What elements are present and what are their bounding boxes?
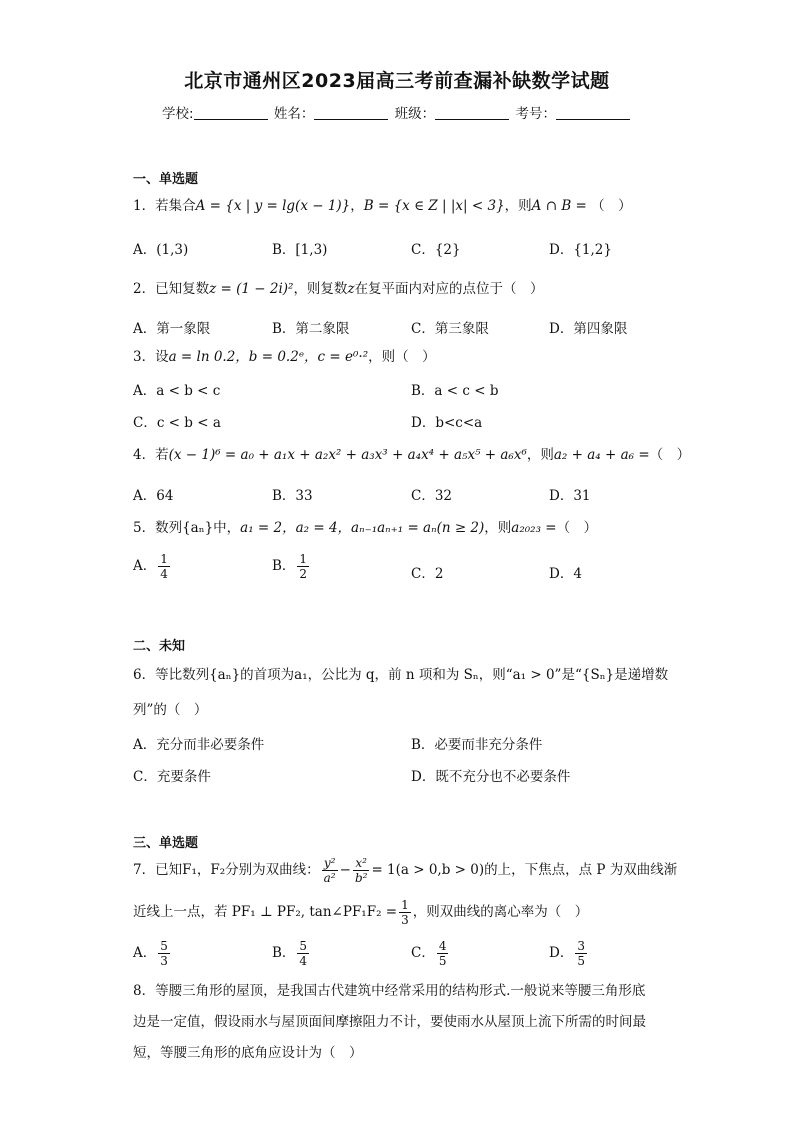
q7-c-fraction: [437, 939, 449, 968]
q7-frac3-den: 3: [401, 913, 409, 927]
question-7-line-2: [133, 898, 653, 927]
q7-frac-1: [322, 856, 338, 885]
q1-text-b: ，则: [504, 198, 532, 214]
q4-text-c: （ ）: [649, 447, 691, 463]
q5-expr2: a₂₀₂₃ =: [511, 520, 557, 536]
question-6-line-2: 列”的（ ）: [133, 702, 208, 718]
q4-expr: (x − 1)⁶ = a₀ + a₁x + a₂x² + a₃x³ + a₄x⁴ + a₅x⁵ + a₆x⁶: [168, 447, 527, 463]
q1-option-a[interactable]: A．(1,3): [133, 242, 189, 258]
q7-a-fraction: [158, 939, 170, 968]
q5-text-b: ，则: [484, 520, 512, 536]
q1-sep: ，: [350, 198, 364, 214]
q3-text: 3．设: [133, 349, 169, 365]
student-info-line: [0, 102, 794, 122]
q7-option-c[interactable]: [411, 939, 450, 968]
q2-text-b: ，则复数: [293, 281, 348, 297]
q7-a-num: 5: [160, 939, 168, 953]
q2-expr: z = (1 − 2i)²: [209, 281, 294, 297]
q2-option-a[interactable]: A．第一象限: [133, 321, 211, 337]
q7-option-a[interactable]: [133, 939, 172, 968]
q5-option-b[interactable]: [272, 552, 311, 581]
name-blank: [314, 106, 388, 120]
class-blank: [435, 106, 509, 120]
q5-text: 5．数列{aₙ}中，: [133, 520, 241, 536]
q7-frac2-den: b²: [354, 871, 368, 885]
section-heading-1: 一、单选题: [133, 172, 199, 187]
q7-d-prefix: D．: [549, 945, 574, 961]
q2-option-d[interactable]: D．第四象限: [549, 321, 628, 337]
question-4: [133, 446, 691, 464]
q2-text: 2．已知复数: [133, 281, 210, 297]
q5-b-fraction: [297, 552, 309, 581]
question-3: [133, 348, 653, 366]
question-8-line-2: 边是一定值，假设雨水与屋顶面间摩擦阻力不计，要使雨水从屋顶上流下所需的时间最: [133, 1014, 646, 1030]
q5-b-den: 2: [299, 567, 308, 581]
q3-text-b: ，则（ ）: [368, 349, 436, 365]
q7-frac-2: [353, 856, 370, 885]
q5-a-prefix: A．: [133, 558, 157, 574]
class-label: 班级：: [394, 106, 436, 122]
q3-option-c[interactable]: C．c < b < a: [133, 415, 221, 431]
q7-c-prefix: C．: [411, 945, 435, 961]
q7-option-b[interactable]: [272, 939, 311, 968]
q3-expr: a = ln 0.2，b = 0.2ᵉ，c = e⁰·²: [168, 349, 369, 365]
q5-b-num: 1: [299, 552, 308, 566]
q1-text: 1．若集合: [133, 198, 196, 214]
q7-b-prefix: B．: [272, 945, 296, 961]
q4-option-a[interactable]: A．64: [133, 488, 174, 504]
question-1: [133, 197, 653, 215]
q1-option-d[interactable]: D．{1,2}: [549, 242, 612, 258]
q7-frac1-den: a²: [323, 871, 336, 885]
q7-d-den: 5: [577, 954, 585, 968]
q1-option-b[interactable]: B．[1,3): [272, 242, 328, 258]
q4-text-b: ，则: [526, 447, 554, 463]
school-blank: [194, 106, 268, 120]
q5-a-den: 4: [160, 567, 168, 581]
q4-option-b[interactable]: B．33: [272, 488, 313, 504]
question-8-line-1: 8．等腰三角形的屋顶，是我国古代建筑中经常采用的结构形式.一般说来等腰三角形底: [133, 983, 646, 999]
q7-a-den: 3: [160, 954, 168, 968]
q4-option-c[interactable]: C．32: [411, 488, 453, 504]
q6-option-b[interactable]: B．必要而非充分条件: [411, 737, 543, 753]
q7-b-fraction: [297, 939, 309, 968]
q7-c-num: 4: [438, 939, 447, 953]
q6-option-c[interactable]: C．充要条件: [133, 769, 211, 785]
q7-d-fraction: [575, 939, 587, 968]
q5-option-d[interactable]: D．4: [549, 566, 582, 582]
section-heading-2: 二、未知: [133, 639, 186, 654]
q1-text-c: = （ ）: [571, 198, 632, 214]
exam-no-label: 考号：: [515, 106, 556, 122]
question-6-line-1: 6．等比数列{aₙ}的首项为a₁，公比为 q，前 n 项和为 Sₙ，则“a₁ > 0”是“{Sₙ}是递增数: [133, 667, 669, 683]
q3-option-d[interactable]: D．b<c<a: [411, 415, 483, 431]
q5-option-c[interactable]: C．2: [411, 566, 444, 582]
q7-frac3-num: 1: [401, 898, 409, 912]
section-heading-3: 三、单选题: [133, 836, 199, 851]
q1-set-b: B = {x ∈ Z | |x| < 3}: [363, 198, 505, 214]
question-2: [133, 280, 653, 298]
q7-option-d[interactable]: [549, 939, 589, 968]
question-5: [133, 519, 653, 537]
q4-text: 4．若: [133, 447, 169, 463]
q5-b-prefix: B．: [272, 558, 296, 574]
question-8-line-3: 短，等腰三角形的底角应设计为（ ）: [133, 1045, 363, 1061]
exam-no-blank: [556, 106, 630, 120]
q4-expr2: a₂ + a₄ + a₆ =: [553, 447, 650, 463]
q2-text-c: 在复平面内对应的点位于（ ）: [354, 281, 544, 297]
q5-text-c: （ ）: [556, 520, 598, 536]
q7-frac1-num: y²: [322, 856, 338, 871]
school-label: 学校:: [162, 106, 194, 122]
q7-c-den: 5: [438, 954, 447, 968]
q2-z: z: [347, 281, 355, 297]
q4-option-d[interactable]: D．31: [549, 488, 591, 504]
q6-option-d[interactable]: D．既不充分也不必要条件: [411, 769, 571, 785]
q3-option-b[interactable]: B．a < c < b: [411, 383, 499, 399]
q7-b-den: 4: [299, 954, 308, 968]
q5-a-fraction: [158, 552, 170, 581]
q7-text-a: 7．已知F₁，F₂分别为双曲线：: [133, 862, 320, 878]
question-7-line-1: [133, 856, 678, 885]
q7-d-num: 3: [577, 939, 585, 953]
page-title: 北京市通州区2023届高三考前查漏补缺数学试题: [184, 70, 610, 92]
q7-frac-3: [399, 898, 411, 927]
q7-text-b: = 1(a > 0,b > 0)的上，下焦点，点 P 为双曲线渐: [371, 862, 678, 878]
q5-option-a[interactable]: [133, 552, 172, 581]
q7-minus: −: [339, 862, 351, 878]
q1-expr: A ∩ B: [531, 198, 572, 214]
q7-line2-b: ，则双曲线的离心率为（ ）: [412, 904, 589, 920]
q3-option-a[interactable]: A．a < b < c: [133, 383, 221, 399]
q1-set-a: A = {x | y = lg(x − 1)}: [195, 198, 351, 214]
q7-a-prefix: A．: [133, 945, 157, 961]
name-label: 姓名：: [273, 106, 315, 122]
q2-option-b[interactable]: B．第二象限: [272, 321, 350, 337]
q5-expr: a₁ = 2，a₂ = 4，aₙ₋₁aₙ₊₁ = aₙ(n ≥ 2): [240, 520, 485, 536]
q2-option-c[interactable]: C．第三象限: [411, 321, 489, 337]
q7-b-num: 5: [299, 939, 308, 953]
q7-line2-a: 近线上一点，若 PF₁ ⊥ PF₂, tan∠PF₁F₂ =: [133, 904, 398, 920]
q1-option-c[interactable]: C．{2}: [411, 242, 461, 258]
q6-option-a[interactable]: A．充分而非必要条件: [133, 737, 265, 753]
q7-frac2-num: x²: [353, 856, 370, 871]
q5-a-num: 1: [160, 552, 168, 566]
